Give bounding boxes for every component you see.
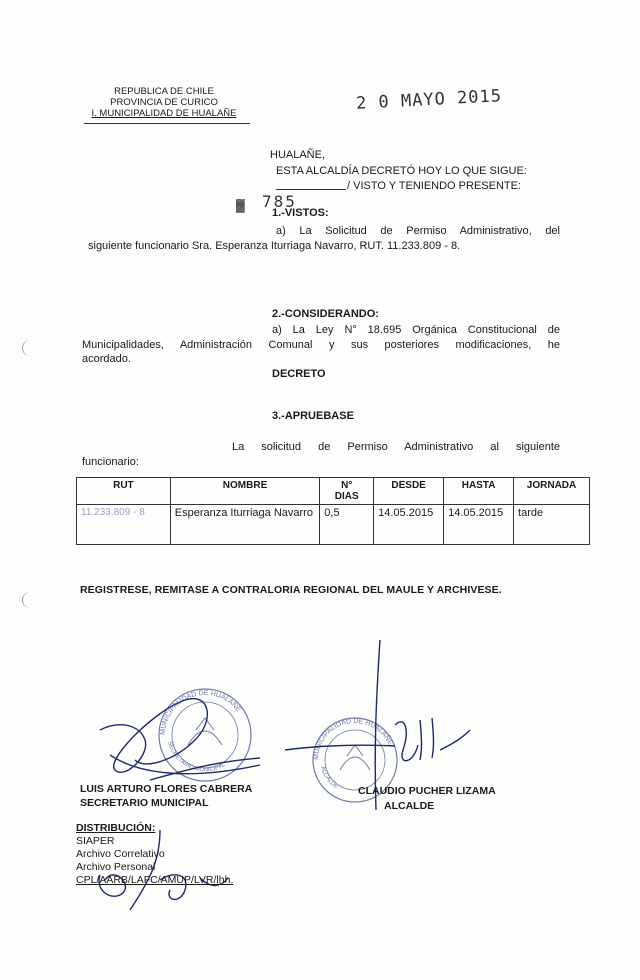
right-signer-name: CLAUDIO PUCHER LIZAMA: [358, 785, 496, 797]
letterhead-country: REPUBLICA DE CHILE: [114, 86, 214, 97]
considerando-text-b: Municipalidades, Administración Comunal y sus posteriores modificaciones, he: [82, 339, 560, 351]
col-header-hasta: HASTA: [444, 478, 514, 505]
cell-jornada: tarde: [514, 505, 590, 545]
letterhead-rule: [84, 123, 250, 124]
seal-right-text: MUNICIPALIDAD DE HUALAÑE: [312, 717, 394, 761]
considerando-heading: 2.-CONSIDERANDO:: [272, 308, 379, 320]
svg-text:SECRETARIO MUNICIPAL: [166, 741, 227, 774]
considerando-text-c: acordado.: [82, 353, 131, 365]
cell-rut: 11.233.809 - 8: [77, 505, 171, 545]
list-item: Archivo Personal: [76, 861, 156, 873]
intro-visto-line: / VISTO Y TENIENDO PRESENTE:: [347, 180, 522, 192]
col-header-desde: DESDE: [374, 478, 444, 505]
table-row: [77, 505, 590, 545]
col-header-nombre: NOMBRE: [170, 478, 319, 505]
seal-left-icon: [159, 689, 251, 781]
col-header-jornada: JORNADA: [514, 478, 590, 505]
cell-desde: 14.05.2015: [374, 505, 444, 545]
vistos-text-b: siguiente funcionario Sra. Esperanza Iturriaga Navarro, RUT. 11.233.809 - 8.: [88, 240, 461, 252]
seal-right-bottom-text: ALCALDE: [319, 765, 340, 791]
apruebase-heading: 3.-APRUEBASE: [272, 410, 354, 422]
distribution-heading: DISTRIBUCIÓN:: [76, 822, 156, 834]
list-item: Archivo Correlativo: [76, 848, 165, 860]
vistos-heading: 1.-VISTOS:: [272, 207, 329, 219]
signature-art: [0, 620, 640, 940]
right-signature-stroke-icon: [285, 745, 395, 750]
list-item: CPL/AARB/LAFC/AMUP/LVR/lhh.: [76, 874, 234, 886]
svg-text:MUNICIPALIDAD DE HUALAÑE: [313, 718, 394, 760]
apruebase-text-b: funcionario:: [82, 456, 139, 468]
letterhead-province: PROVINCIA DE CURICO: [110, 97, 218, 108]
seal-left-text: MUNICIPALIDAD DE HUALAÑE: [159, 689, 242, 736]
intro-decree-line: ESTA ALCALDÍA DECRETÓ HOY LO QUE SIGUE:: [276, 165, 527, 177]
table-header-row: [77, 478, 590, 505]
cell-dias: 0,5: [320, 505, 374, 545]
col-header-rut: RUT: [77, 478, 171, 505]
considerando-text-a: a) La Ley N° 18.695 Orgánica Constitucional de: [272, 324, 560, 336]
vistos-text-a: a) La Solicitud de Permiso Administrativo, del: [276, 225, 560, 237]
date-stamp: 2 0 MAYO 2015: [355, 86, 503, 114]
left-signer-name: LUIS ARTURO FLORES CABRERA: [80, 783, 253, 795]
col-header-dias: N° DIAS: [320, 478, 374, 505]
seal-left-bottom-text: SECRETARIO MUNICIPAL: [166, 740, 227, 774]
punch-hole-top: [22, 340, 33, 356]
decree-number: 785: [262, 192, 297, 211]
intro-place: HUALAÑE,: [270, 149, 326, 161]
right-signer-title: ALCALDE: [384, 800, 435, 812]
cell-hasta: 14.05.2015: [444, 505, 514, 545]
distribution-block: [76, 822, 233, 887]
cell-nombre: Esperanza Iturriaga Navarro: [170, 505, 319, 545]
left-signer-title: SECRETARIO MUNICIPAL: [80, 797, 209, 809]
decree-number-stamp-icon: ▓: [236, 198, 245, 212]
permit-table: [76, 477, 590, 545]
apruebase-text-a: La solicitud de Permiso Administrativo al siguiente: [232, 441, 560, 453]
letterhead: [84, 86, 244, 119]
decreto-label: DECRETO: [272, 368, 326, 380]
list-item: SIAPER: [76, 835, 115, 847]
intro-blank-line: [276, 189, 346, 190]
letterhead-municipality: I. MUNICIPALIDAD DE HUALAÑE: [91, 108, 237, 119]
closing-statement: REGISTRESE, REMITASE A CONTRALORIA REGIONAL DEL MAULE Y ARCHIVESE.: [80, 584, 502, 596]
punch-hole-bottom: [22, 592, 33, 608]
